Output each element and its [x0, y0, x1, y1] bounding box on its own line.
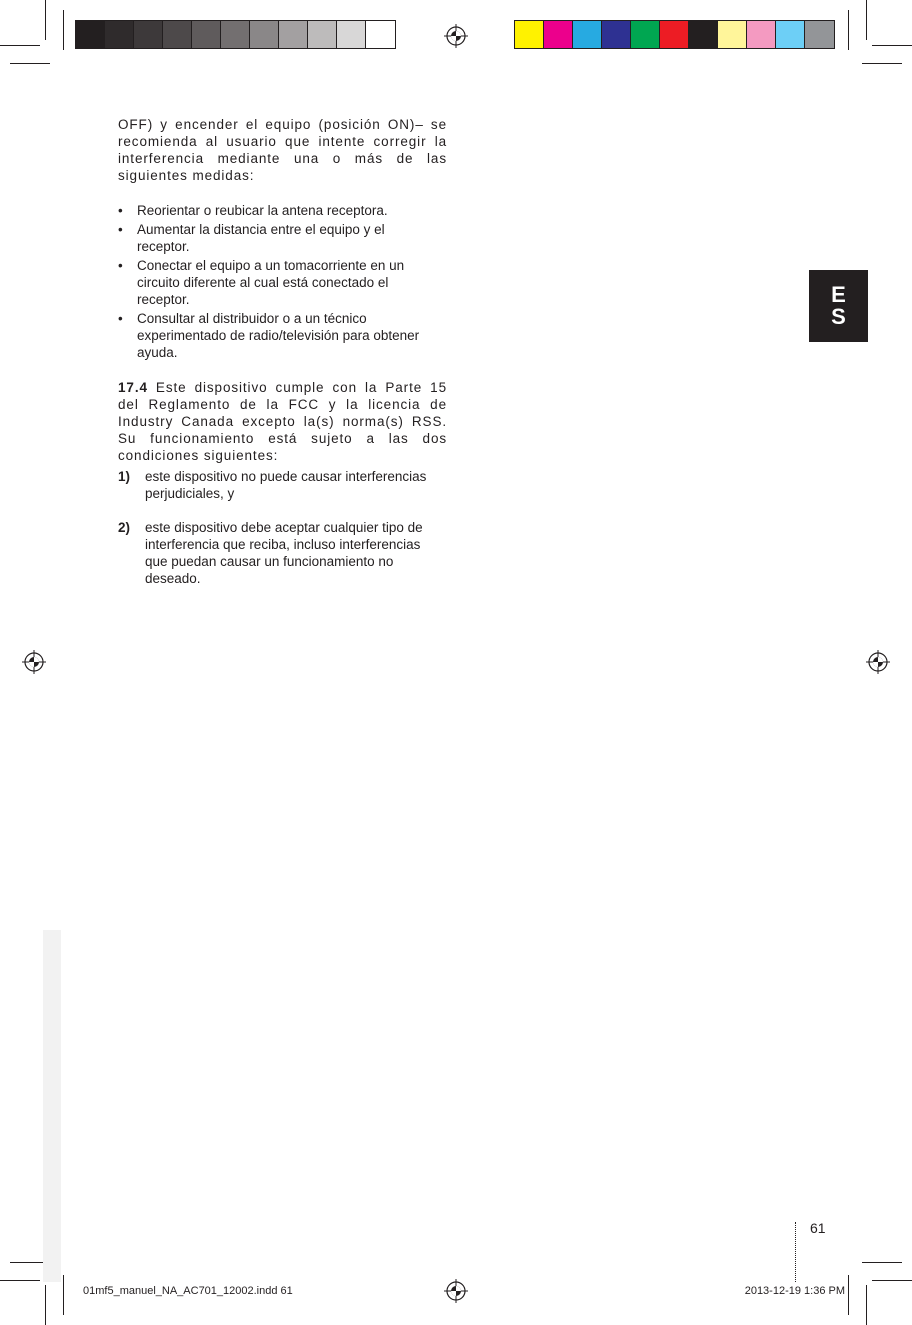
- document-body: [118, 116, 447, 587]
- color-swatch: [631, 21, 660, 48]
- condition-text: este dispositivo no puede causar interferencias perjudiciales, y: [145, 469, 427, 501]
- color-swatch: [250, 21, 279, 48]
- page-number-divider: [795, 1222, 796, 1282]
- list-item: • Consultar al distribuidor o a un técnico experimentado de radio/televisión para obtener ayuda.: [118, 310, 432, 361]
- section-text: Este dispositivo cumple con la Parte 15 del Reglamento de la FCC y la licencia de Industry Canada excepto la(s) norma(s) RSS. Su funcionamiento está sujeto a las dos condiciones siguientes:: [118, 380, 447, 463]
- crop-mark: [862, 1262, 902, 1263]
- grayscale-color-bar: [75, 20, 396, 49]
- color-swatch: [544, 21, 573, 48]
- crop-mark: [45, 1285, 46, 1325]
- language-tab-letter: E: [831, 282, 846, 307]
- section-paragraph: [118, 379, 447, 464]
- color-swatch: [660, 21, 689, 48]
- crop-mark: [872, 1280, 912, 1281]
- list-item: • Conectar el equipo a un tomacorriente en un circuito diferente al cual está conectado el receptor.: [118, 257, 432, 308]
- list-item: [118, 519, 440, 587]
- color-swatch: [192, 21, 221, 48]
- color-swatch: [134, 21, 163, 48]
- color-swatch: [163, 21, 192, 48]
- color-swatch: [747, 21, 776, 48]
- list-item: • Aumentar la distancia entre el equipo y el receptor.: [118, 221, 432, 255]
- language-tab: [809, 270, 868, 342]
- slug-file-name: 01mf5_manuel_NA_AC701_12002.indd 61: [83, 1285, 293, 1297]
- registration-mark-icon: [444, 1279, 468, 1303]
- language-tab-letter: S: [831, 304, 846, 329]
- color-swatch: [308, 21, 337, 48]
- color-swatch: [689, 21, 718, 48]
- condition-text: este dispositivo debe aceptar cualquier tipo de interferencia que reciba, incluso interferencias que puedan causar un funcionamiento no deseado.: [145, 520, 423, 586]
- crop-mark: [63, 10, 64, 50]
- intro-paragraph: OFF) y encender el equipo (posición ON)– se recomienda al usuario que intente corregir la interferencia mediante una o más de las siguientes medidas:: [118, 117, 447, 183]
- crop-mark: [866, 0, 867, 40]
- color-swatch: [573, 21, 602, 48]
- list-item: • Reorientar o reubicar la antena receptora.: [118, 202, 432, 219]
- registration-mark-icon: [22, 650, 46, 674]
- color-swatch: [221, 21, 250, 48]
- condition-number: 2): [118, 520, 131, 535]
- measures-list: [118, 202, 447, 361]
- color-swatch: [279, 21, 308, 48]
- color-swatch: [105, 21, 134, 48]
- crop-mark: [872, 45, 912, 46]
- side-strip: [43, 930, 61, 1282]
- section-number: 17.4: [118, 380, 148, 395]
- crop-mark: [866, 1285, 867, 1325]
- list-item: [118, 468, 440, 502]
- color-swatch: [366, 21, 395, 48]
- slug-date: 2013-12-19 1:36 PM: [744, 1285, 845, 1297]
- crop-mark: [63, 1275, 64, 1315]
- color-swatch: [602, 21, 631, 48]
- color-swatch: [776, 21, 805, 48]
- color-swatch: [515, 21, 544, 48]
- conditions-list: [118, 468, 447, 587]
- color-swatch: [76, 21, 105, 48]
- process-color-bar: [514, 20, 835, 49]
- crop-mark: [862, 63, 902, 64]
- color-swatch: [718, 21, 747, 48]
- page-number: 61: [810, 1220, 826, 1236]
- crop-mark: [45, 0, 46, 40]
- color-swatch: [805, 21, 834, 48]
- crop-mark: [0, 45, 40, 46]
- crop-mark: [0, 1280, 40, 1281]
- registration-mark-icon: [866, 650, 890, 674]
- crop-mark: [848, 10, 849, 50]
- condition-number: 1): [118, 469, 131, 484]
- registration-mark-icon: [444, 24, 468, 48]
- crop-mark: [10, 63, 50, 64]
- color-swatch: [337, 21, 366, 48]
- crop-mark: [848, 1275, 849, 1315]
